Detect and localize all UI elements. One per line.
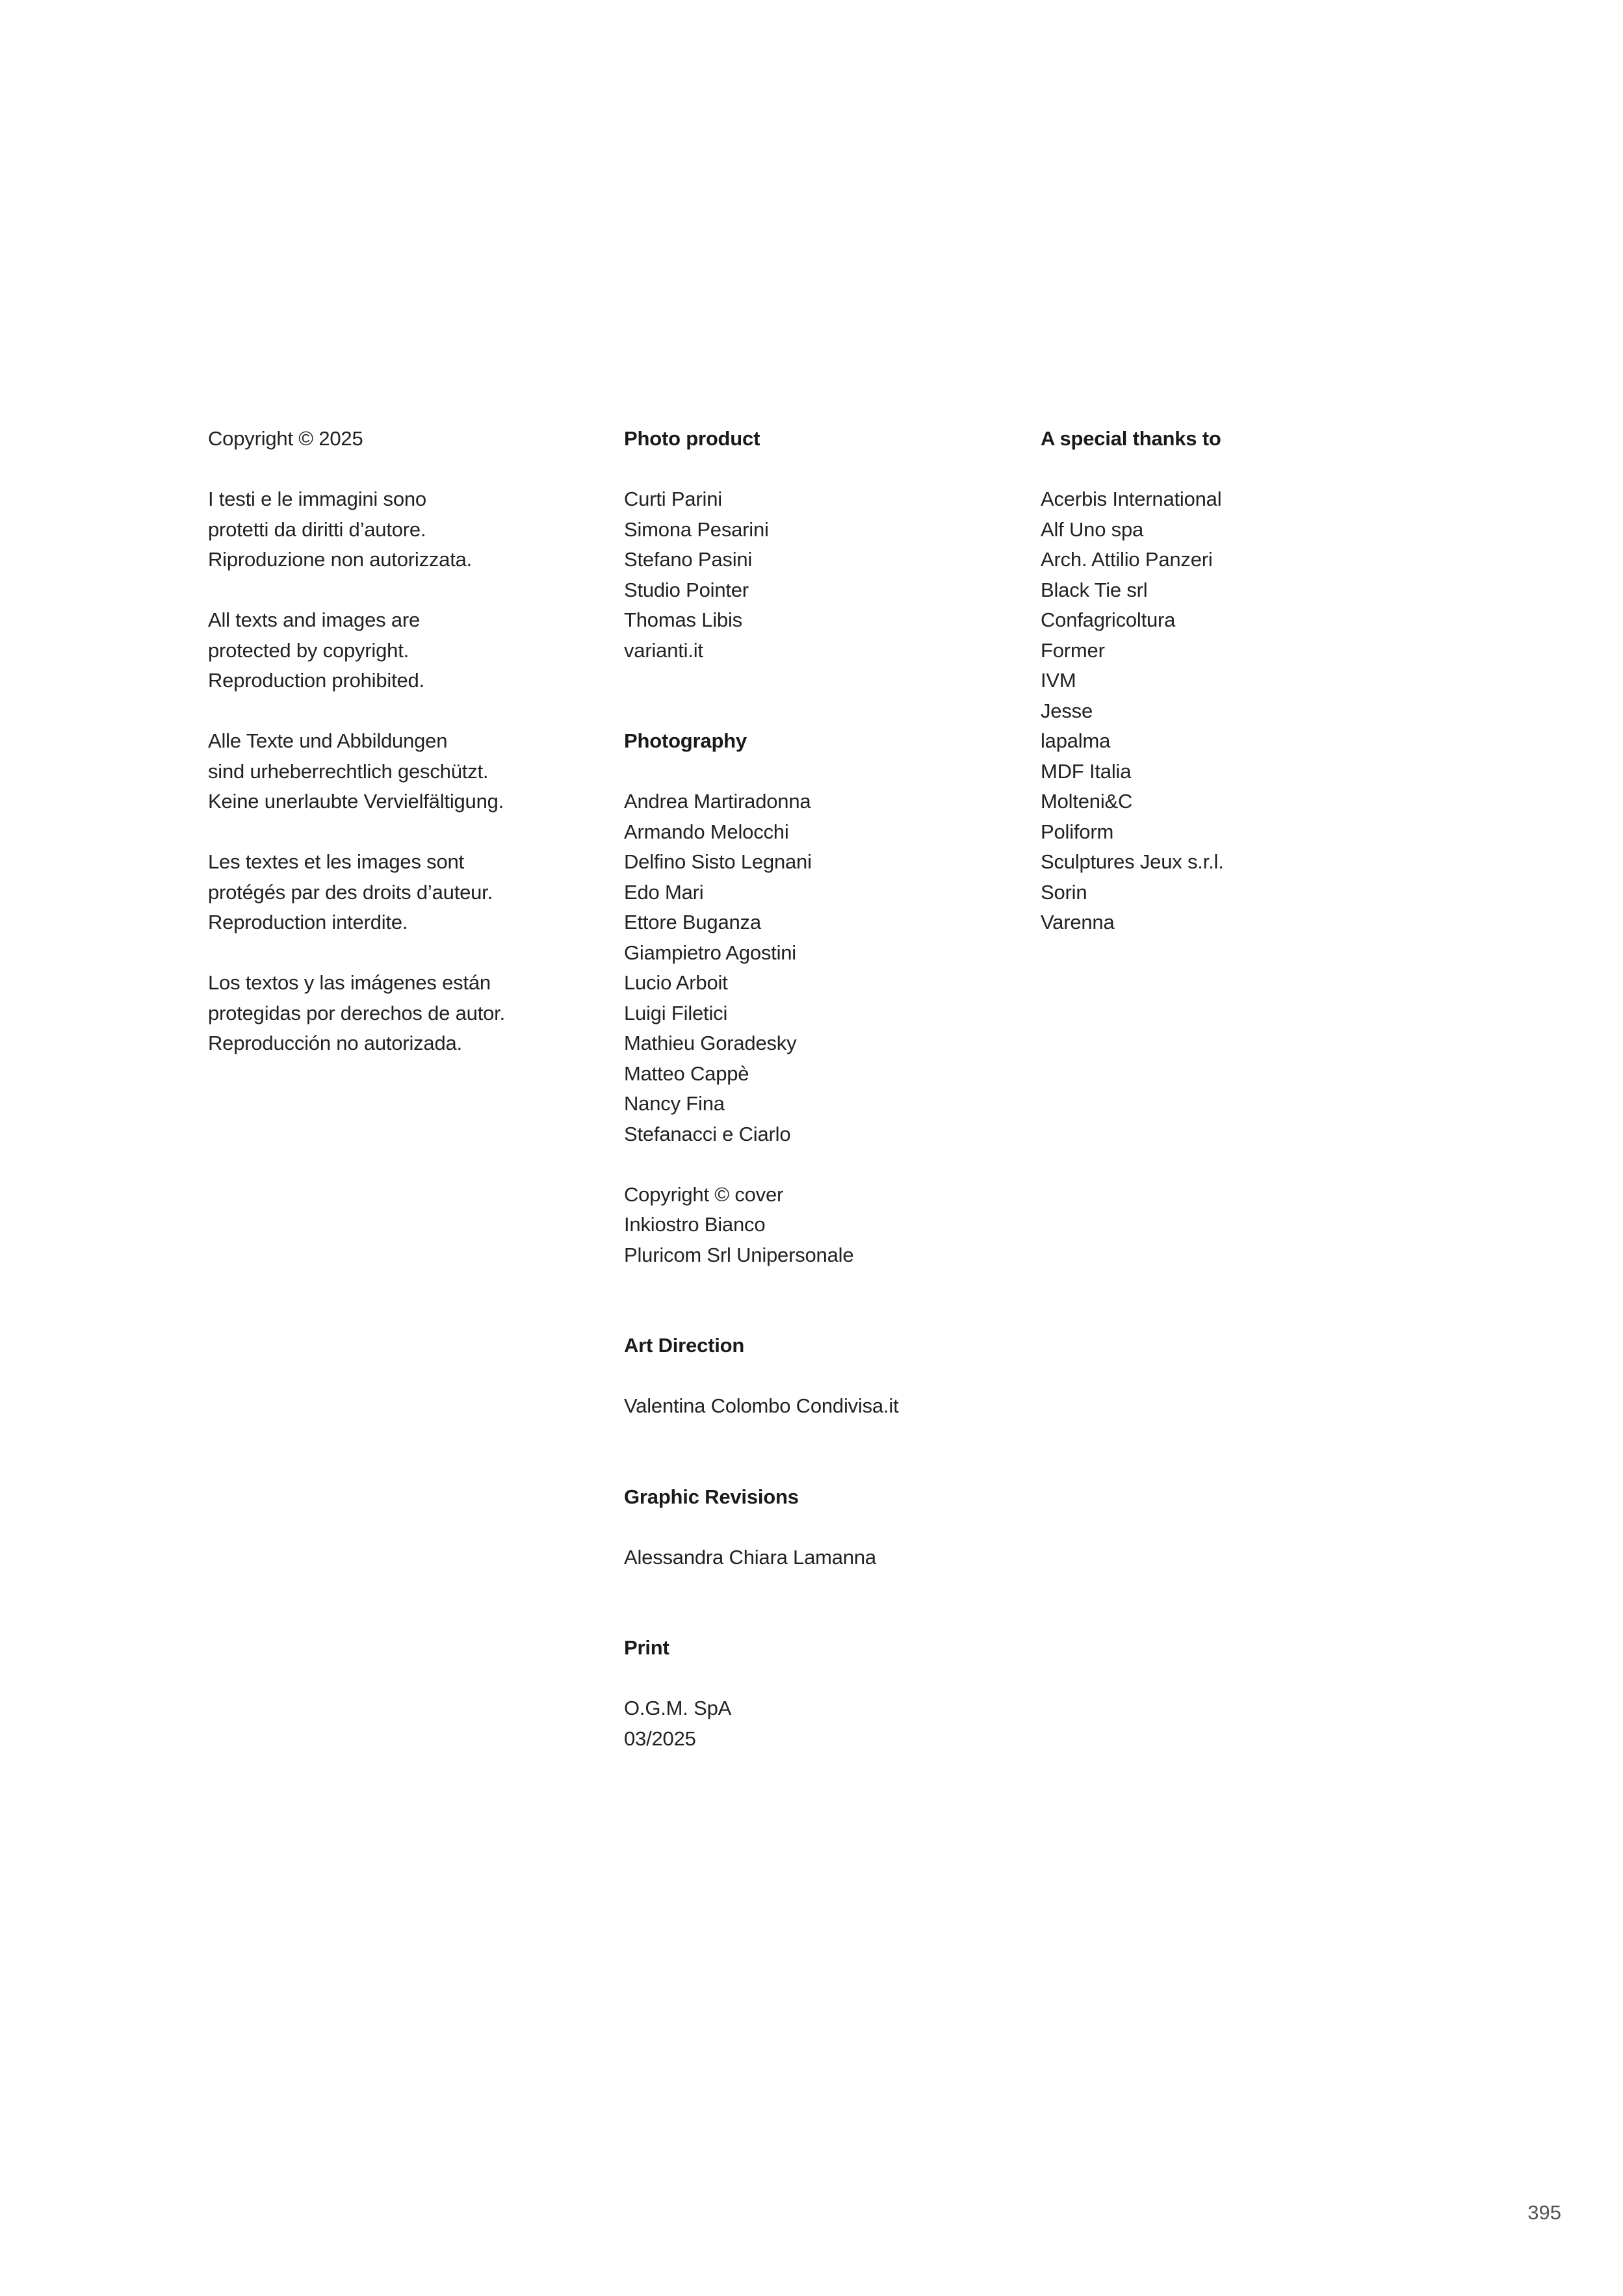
thanks-name: Former: [1041, 638, 1105, 662]
notice-line: protetti da diritti d’autore.: [208, 517, 426, 541]
art-direction-heading: Art Direction: [624, 1334, 745, 1357]
credit-name: Delfino Sisto Legnani: [624, 850, 812, 873]
credits-column: [624, 424, 1027, 1754]
copyright-notice-german: [208, 726, 572, 817]
thanks-name: Sorin: [1041, 880, 1087, 904]
photo-product-section: [624, 424, 1027, 666]
notice-line: protégés par des droits d’auteur.: [208, 880, 493, 904]
credit-name: Edo Mari: [624, 880, 704, 904]
copyright-notice-french: [208, 847, 572, 938]
special-thanks-column: [1041, 424, 1444, 938]
thanks-name: Jesse: [1041, 699, 1093, 722]
credit-name: Giampietro Agostini: [624, 941, 796, 964]
credit-name: Simona Pesarini: [624, 517, 769, 541]
graphic-revisions-heading: Graphic Revisions: [624, 1485, 799, 1508]
notice-line: Riproduzione non autorizzata.: [208, 548, 473, 571]
thanks-name: Confagricoltura: [1041, 608, 1176, 631]
print-section: [624, 1633, 1027, 1754]
thanks-name: Black Tie srl: [1041, 578, 1148, 601]
credit-name: Nancy Fina: [624, 1092, 725, 1115]
cover-credit-line: Inkiostro Bianco: [624, 1213, 766, 1236]
photography-section: [624, 726, 1027, 1270]
notice-line: Les textes et les images sont: [208, 850, 464, 873]
credit-name: Mathieu Goradesky: [624, 1032, 797, 1054]
thanks-name: Poliform: [1041, 820, 1114, 843]
photo-product-heading: Photo product: [624, 427, 760, 450]
copyright-column: [208, 424, 572, 1059]
credit-name: Alessandra Chiara Lamanna: [624, 1545, 876, 1569]
thanks-name: Varenna: [1041, 911, 1115, 933]
notice-line: Reproduction prohibited.: [208, 669, 424, 692]
notice-line: Reproducción no autorizada.: [208, 1032, 462, 1054]
notice-line: All texts and images are: [208, 608, 421, 631]
credit-name: Curti Parini: [624, 488, 722, 510]
print-date: 03/2025: [624, 1727, 696, 1750]
special-thanks-heading: A special thanks to: [1041, 427, 1221, 450]
credit-name: Valentina Colombo Condivisa.it: [624, 1394, 899, 1417]
thanks-name: MDF Italia: [1041, 759, 1132, 783]
print-heading: Print: [624, 1636, 669, 1659]
thanks-name: Arch. Attilio Panzeri: [1041, 548, 1213, 571]
thanks-name: Acerbis International: [1041, 488, 1222, 510]
thanks-name: Alf Uno spa: [1041, 517, 1144, 541]
credit-name: Thomas Libis: [624, 608, 742, 631]
credit-name: Luigi Filetici: [624, 1001, 728, 1024]
page-number: 395: [1527, 2201, 1561, 2224]
notice-line: sind urheberrechtlich geschützt.: [208, 759, 489, 783]
notice-line: Keine unerlaubte Vervielfältigung.: [208, 790, 504, 813]
notice-line: Los textos y las imágenes están: [208, 971, 491, 994]
cover-credit-line: Pluricom Srl Unipersonale: [624, 1243, 854, 1266]
thanks-name: Sculptures Jeux s.r.l.: [1041, 850, 1224, 873]
art-direction-section: [624, 1331, 1027, 1422]
notice-line: I testi e le immagini sono: [208, 488, 426, 510]
copyright-title: Copyright © 2025: [208, 427, 363, 450]
notice-line: protected by copyright.: [208, 638, 409, 662]
notice-line: Reproduction interdite.: [208, 911, 408, 933]
thanks-name: Molteni&C: [1041, 790, 1133, 813]
copyright-notice-italian: [208, 484, 572, 575]
graphic-revisions-section: [624, 1482, 1027, 1573]
thanks-name: IVM: [1041, 669, 1076, 692]
credit-name: Matteo Cappè: [624, 1062, 749, 1085]
credit-name: Stefanacci e Ciarlo: [624, 1122, 791, 1145]
credit-name: Lucio Arboit: [624, 971, 728, 994]
credit-name: Armando Melocchi: [624, 820, 789, 843]
credit-name: Ettore Buganza: [624, 911, 761, 933]
copyright-notice-spanish: [208, 968, 572, 1059]
credit-name: Studio Pointer: [624, 578, 749, 601]
credit-name: Stefano Pasini: [624, 548, 753, 571]
cover-credit-line: Copyright © cover: [624, 1182, 784, 1206]
notice-line: protegidas por derechos de autor.: [208, 1001, 505, 1024]
photography-heading: Photography: [624, 729, 747, 752]
thanks-name: lapalma: [1041, 729, 1111, 752]
credit-name: Andrea Martiradonna: [624, 790, 811, 813]
notice-line: Alle Texte und Abbildungen: [208, 729, 448, 752]
credit-name: varianti.it: [624, 638, 703, 662]
printer-name: O.G.M. SpA: [624, 1697, 732, 1719]
copyright-notice-english: [208, 605, 572, 696]
